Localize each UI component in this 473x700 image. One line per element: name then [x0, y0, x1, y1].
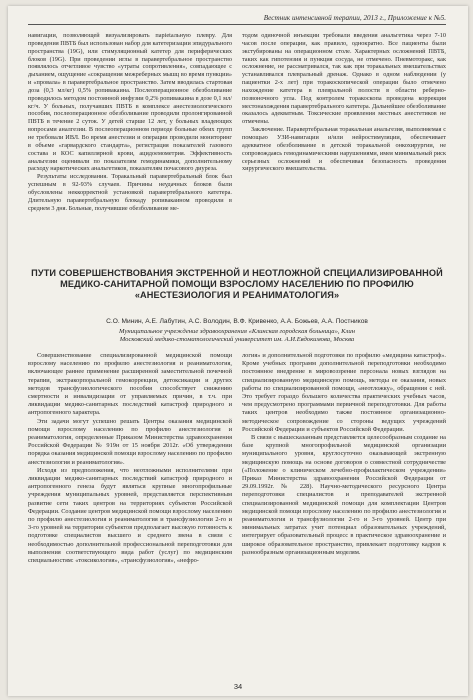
bottom-left-column — [28, 352, 232, 674]
article-affiliations — [28, 328, 446, 344]
paragraph: тодом одиночной инъекции требовали введения анальгетика через 7-10 часов после операции, как правило, однократно. Все пациенты были экстубированы на операционном столе. Характерных осложнений ПВТБ, таких как гипотензия и пункция сосуда, не отмечено. Пневмоторакс, как осложнение, не рассматривался, так как при торакальных вмешательствах устанавливался плевральный дренаж. Однако в одном наблюдении (у пациентки 2-х лет) при торакоскопической операции было отмечено нахождение катетера в плевральной полости в области реберно-позвоночного угла. Под контролем торакоскопа проведена коррекция местонахождения паравертебрального катетера. Дальнейшее обезболивание оказалось адекватным. Токсические проявления местных анестетиков не отмечены. — [242, 32, 446, 126]
bottom-right-column — [242, 352, 446, 674]
paragraph: логия» и дополнительной подготовки по профилю «медицина катастроф». Кроме учебных программ дополнительной переподготовки необходимо постоянное внедрение в мировоззрение персонала новых взглядов на специализированную медицинскую помощь, методы ее оказания, новых работы по специализированной помощи, «неотложку», обращения с ней. Это требует гораздо большего количества практических учебных часов, чем предусмотрено программами первичной переподготовки. Для работы таких центров необходимо также постоянное организационно-методическое сопровождение со стороны ведущих учреждений Российской Федерации и субъектов Российской Федерации. — [242, 352, 446, 433]
paragraph: Совершенствование специализированной медицинской помощи взрослому населению по профилю анестезиология и реаниматология, включающее раннее применение расширенной заместительной почечной терапии, экстракорпоральной гемокоррекции, детоксикации и других методов трансфузиологического пособия способствует снижению смертности и инвалидизации от управляемых причин, в т.ч. при ликвидации медико-санитарных последствий катастроф природного и антропогенного характера. — [28, 352, 232, 417]
paragraph: Заключение. Паравертебральная торакальная анальгезия, выполняемая с помощью УЗИ-навигации и/или нейростимуляции, обеспечивает адекватное обезболивание в детской торакальной онкохирургии, не сопровождаясь гемодинамическими нарушениями, имея минимальный риск серьезных осложнений и обеспечивая безопасность проведения хирургического вмешательства. — [242, 126, 446, 173]
paragraph: навигации, позволяющей визуализировать парietальную плевру. Для проведения ПВТБ был использован набор для катетеризации эпидурального пространства (19G), или стимуляционный катетер для периферических блоков (19G). При проведении иглы в паравертебральное пространство появлялось отчетливое чувство «утраты сопротивления», совпадающее с дыханием, ощущение «сокращения межреберных мышц во время пункции» и «провала» в паравертебральное пространство. Затем вводилась стартовая доза (0,3 мл/кг) 0,5% ропивакаина. Послеоперационное обезболивание проводилось методом постоянной инфузии 0,2% ропивакаина в дозе 0,1 мл/кг/ч. У больных, получавших ПВТБ в комплексе анестезиологического пособия, послеоперационное обезболивание проводили пролонгированной ПВТБ в течение 2 суток. У детей старше 12 лет, у больных владеющих вопросами аналгезии. В послеоперационном периоде больные обеих групп не требовали ИВЛ. Во время анестезии и операции проводили мониторинг в объеме «гарвардского стандарта», регистрация показателей газового состава и КОС капиллярной крови, ацидоемометрия. Эффективность анальгезии оценивали по показателям гемодинамики, дополнительному расходу наркотических анальгетиков, показателям почасового диуреза. — [28, 32, 232, 173]
article-authors: С.О. Минин, А.Е. Лабутин, А.С. Володин, В.Ф. Кривенко, А.А. Божьев, А.А. Постников — [106, 318, 368, 325]
paragraph: Результаты исследования. Торакальный паравертебральный блок был успешным в 92-93% случаев. Причины неудачных блоков были обусловлены неккорректной установкой паравертебрального катетера. Длительную паравертебральную блокаду ропивакаином проводили в среднем 3 дня. Больные, получившие обезболивание ме- — [28, 173, 232, 212]
affiliation-1: Муниципальное учреждение здравоохранения «Клинская городская больница», Клин — [118, 328, 356, 335]
top-right-column — [242, 32, 446, 250]
affiliation-2: Московский медико-стоматологический университет им. А.И.Евдокимова, Москва — [119, 336, 355, 343]
article-title: ПУТИ СОВЕРШЕНСТВОВАНИЯ ЭКСТРЕННОЙ И НЕОТЛОЖНОЙ СПЕЦИАЛИЗИРОВАННОЙ МЕДИКО-САНИТАРНОЙ ПОМОЩИ ВЗРОСЛОМУ НАСЕЛЕНИЮ ПО ПРОФИЛЮ «АНЕСТЕЗИОЛОГИЯ И РЕАНИМАТОЛОГИЯ» — [31, 268, 443, 300]
paragraph: Эти задачи могут успешно решать Центры оказания медицинской помощи взрослому населению по профилю анестезиология и реаниматология, определенные Приказом Министерства здравоохранения Российской Федерации № 919н от 15 ноября 2012г. «Об утверждении порядка оказания медицинской помощи взрослому населению по профилю анестезиология и реаниматология». — [28, 417, 232, 466]
paragraph: В связи с вышесказанным представляется целесообразным создание на базе крупной многопрофильной медицинской организации муниципального уровня, круглосуточно оказывающей экстренную медицинскую помощь на основе договоров о совместной сотрудничестве («Положение о клиническом лечебно-профилактическом учреждении» Приказ Министерства здравоохранения Российской Федерации от 29.09.1992г. № 228). Научно-методического ресурсного Центра переподготовки специалистов и преподавателей экстренной специализированной медицинской помощи для комплектации Центров медицинской помощи взрослому населению по профилю анестезиология и реаниматология и трансфузиологии 2-го и 3-го уровней. Центр при минимальных затратах учит потенциал образовательных учреждений, интегрирует образовательный процесс в практическое здравоохранение и широкое образовательное пространство, привлекает подготовку кадров к разнообразным организационным моделям. — [242, 434, 446, 556]
document-page — [8, 6, 468, 696]
paragraph: Исходя из предположения, что неотложными исполнителями при ликвидации медико-санитарных последствий катастроф природного и антропогенного генеза будут являться крупные многопрофильные учреждения муниципальных уровней, представляется перспективным развитие сети таких центров на территориях субъектов Российской Федерации. Создание центров медицинской помощи взрослому населению по профилю анестезиология и реаниматология и трансфузиологии 2-го и 3-го уровней на территории субъектов предполагает высокую готовность к подготовке специалистов высшего и среднего звена в связи с необходимостью дополнительной профессиональной переподготовки для выполнения соответствующего вида работ (услуг) по медицинским специальностям: «токсикология», «трансфузиология», «нефро- — [28, 466, 232, 565]
top-left-column — [28, 32, 232, 250]
running-header: Вестник интенсивной терапии, 2013 г., Приложение к №5. — [28, 14, 446, 25]
top-columns — [28, 32, 446, 250]
page-number: 34 — [233, 682, 243, 691]
bottom-columns — [28, 352, 446, 674]
